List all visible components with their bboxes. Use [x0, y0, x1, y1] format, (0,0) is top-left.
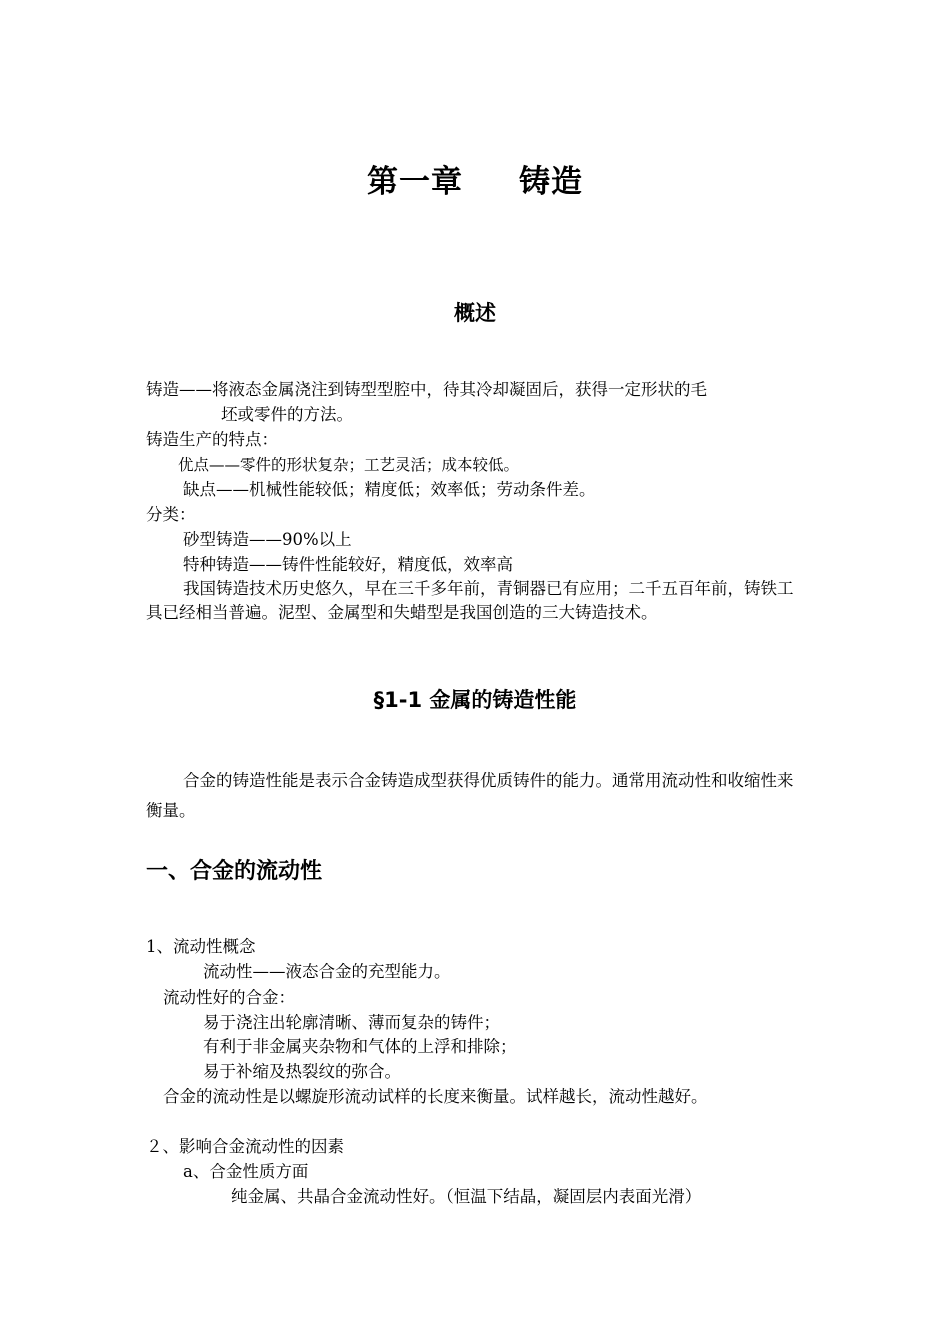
- history-paragraph: 我国铸造技术历史悠久，早在三千多年前，青铜器已有应用；二千五百年前，铸铁工具已经相当普遍。泥型、金属型和失蜡型是我国创造的三大铸造技术。: [146, 579, 794, 622]
- section-title: §1-1 金属的铸造性能: [373, 688, 577, 712]
- fluidity-definition: 流动性——液态合金的充型能力。: [203, 962, 451, 981]
- fluidity-measurement: 合金的流动性是以螺旋形流动试样的长度来衡量。试样越长，流动性越好。: [163, 1087, 708, 1106]
- factor-a-text: 纯金属、共晶合金流动性好。（恒温下结晶，凝固层内表面光滑）: [231, 1187, 702, 1206]
- good-point-3: 易于补缩及热裂纹的弥合。: [203, 1062, 401, 1081]
- overview-title: 概述: [454, 301, 496, 325]
- factors-heading: ２、影响合金流动性的因素: [146, 1137, 344, 1156]
- category-heading: 分类：: [146, 505, 196, 524]
- advantages-line: 优点——零件的形状复杂；工艺灵活；成本较低。: [178, 456, 520, 474]
- part-one-title: 一、合金的流动性: [146, 859, 323, 884]
- good-point-1: 易于浇注出轮廓清晰、薄而复杂的铸件；: [203, 1013, 500, 1032]
- definition-line-1: 铸造——将液态金属浇注到铸型型腔中，待其冷却凝固后，获得一定形状的毛: [146, 380, 707, 399]
- fluidity-concept-heading: 1、流动性概念: [146, 937, 256, 956]
- sand-casting-line: 砂型铸造——90%以上: [183, 530, 352, 549]
- factor-a-heading: a、合金性质方面: [183, 1162, 309, 1181]
- section-intro-paragraph: 合金的铸造性能是表示合金铸造成型获得优质铸件的能力。通常用流动性和收缩性来衡量。: [146, 771, 794, 820]
- definition-line-2: 坯或零件的方法。: [221, 405, 353, 424]
- good-point-2: 有利于非金属夹杂物和气体的上浮和排除；: [203, 1037, 517, 1056]
- chapter-name: 铸造: [519, 164, 583, 200]
- disadvantages-line: 缺点——机械性能较低；精度低；效率低；劳动条件差。: [183, 480, 596, 499]
- good-fluidity-heading: 流动性好的合金：: [163, 988, 295, 1007]
- chapter-label: 第一章: [367, 164, 463, 200]
- chapter-title: [0, 156, 950, 201]
- special-casting-line: 特种铸造——铸件性能较好，精度低，效率高: [183, 555, 513, 574]
- features-heading: 铸造生产的特点：: [146, 430, 278, 449]
